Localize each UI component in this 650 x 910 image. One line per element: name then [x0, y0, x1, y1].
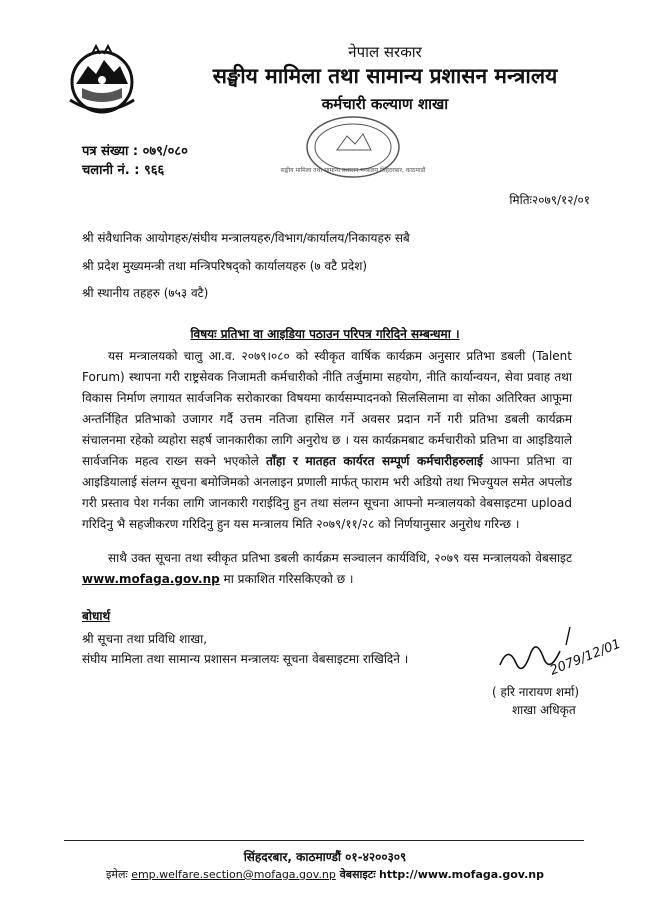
website-url[interactable]: http://www.mofaga.gov.np — [379, 868, 544, 881]
body-paragraph-2 — [82, 548, 572, 590]
body-text: साथै उक्त सूचना तथा स्वीकृत प्रतिभा डबली कार्यक्रम सञ्चालन कार्यविधि, २०७९ यस मन्त्रालयको वेबसाइट — [108, 551, 572, 565]
body-emphasis: ताँहा र मातहत कार्यरत सम्पूर्ण कर्मचारीहरुलाई — [265, 454, 483, 468]
cc-heading: बोधार्थ — [82, 609, 111, 623]
addressee-line: श्री संवैधानिक आयोगहरु/संघीय मन्त्रालयहरु/विभाग/कार्यालय/निकायहरु सबै — [82, 231, 410, 245]
addressee-line: श्री प्रदेश मुख्यमन्त्री तथा मन्त्रिपरिषद्को कार्यालयहरु (७ वटै प्रदेश) — [82, 259, 368, 273]
email-link[interactable]: emp.welfare.section@mofaga.gov.np — [131, 868, 336, 881]
stamp-text: सङ्घीय मामिला तथा सामान्य प्रशासन मन्त्रालय सिंहदरबार, काठमाडौं — [280, 167, 426, 174]
signature-date: 2079/12/01 — [547, 636, 623, 679]
cc-item: संघीय मामिला तथा सामान्य प्रशासन मन्त्रालयः सूचना वेबसाइटमा राखिदिने । — [82, 652, 409, 666]
body-text: यस मन्त्रालयको चालु आ.व. २०७९।०८० को स्वीकृत वार्षिक कार्यक्रम अनुसार प्रतिभा डबली (Talent Forum) स्थापना गरी राष्ट्रसेवक निजामती कर्मचारीको नीति तर्जुमामा सहयोग, नीति कार्यान्वयन, सेवा प्रवाह तथा विकास निर्माण लगायत सार्वजनिक सरोकारका विषयमा कार्यसम्पादनको सिलसिलामा वा सोका अतिरिक्त आफूमा अन्तर्निहित प्रतिभाको उजागर गर्दै उत्तम नतिजा हासिल गर्ने अवसर प्रदान गर्ने गरी प्रतिभा डबली कार्यक्रम संचालनमा रहेको व्यहोरा सहर्ष जानकारीका लागि अनुरोध छ । यस कार्यक्रमबाट कर्मचारीको प्रतिभा वा आइडियाले सार्वजनिक महत्व राख्न सक्ने भएकोले — [82, 349, 572, 468]
government-name: नेपाल सरकार — [348, 43, 422, 61]
office-stamp — [280, 112, 426, 182]
website-label: वेबसाइटः — [335, 868, 376, 881]
signatory-name: ( हरि नारायण शर्मा) — [492, 685, 580, 699]
footer-divider — [64, 840, 584, 841]
addressee-line: श्री स्थानीय तहहरु (७५३ वटै) — [82, 286, 209, 300]
section-name: कर्मचारी कल्याण शाखा — [321, 95, 449, 113]
signatory-title: शाखा अधिकृत — [512, 703, 576, 717]
letter-number: पत्र संख्या : ०७९/०८० — [82, 144, 188, 159]
body-paragraph-1 — [82, 346, 572, 535]
email-label: इमेलः — [106, 868, 128, 881]
subject-line: विषयः प्रतिभा वा आइडिया पठाउन परिपत्र गरिदिने सम्बन्धमा । — [190, 327, 460, 341]
dispatch-number: चलानी नं. : ९६६ — [82, 163, 165, 178]
body-text: आफ्ना प्रतिभा वा आइडियालाई संलग्न सूचना बमोजिमको अनलाइन प्रणाली मार्फत् फाराम भरी अडियो तथा भिज्युयल समेत अपलोड गरी प्रस्ताव पेश गर्नका लागि जानकारी गराईदिनु हुन तथा संलग्न सूचना आफ्नो मन्त्रालयको वेबसाइटमा upload गरिदिनु भै सहजीकरण गरिदिनु हुन यस मन्त्रालय मिति २०७९/११/२८ को निर्णयानुसार अनुरोध गरिन्छ । — [82, 454, 572, 531]
footer-address: सिंहदरबार, काठमाण्डौं ०१-४२००३०९ — [243, 850, 407, 864]
letter-date: मितिः२०७९/१२/०१ — [509, 193, 590, 207]
handwritten-signature — [490, 615, 623, 690]
body-text: मा प्रकाशित गरिसकिएको छ । — [219, 572, 354, 586]
footer-contact — [0, 867, 650, 882]
website-link[interactable]: www.mofaga.gov.np — [82, 572, 220, 586]
cc-item: श्री सूचना तथा प्रविधि शाखा, — [82, 632, 208, 646]
ministry-name: सङ्घीय मामिला तथा सामान्य प्रशासन मन्त्रालय — [212, 64, 558, 88]
